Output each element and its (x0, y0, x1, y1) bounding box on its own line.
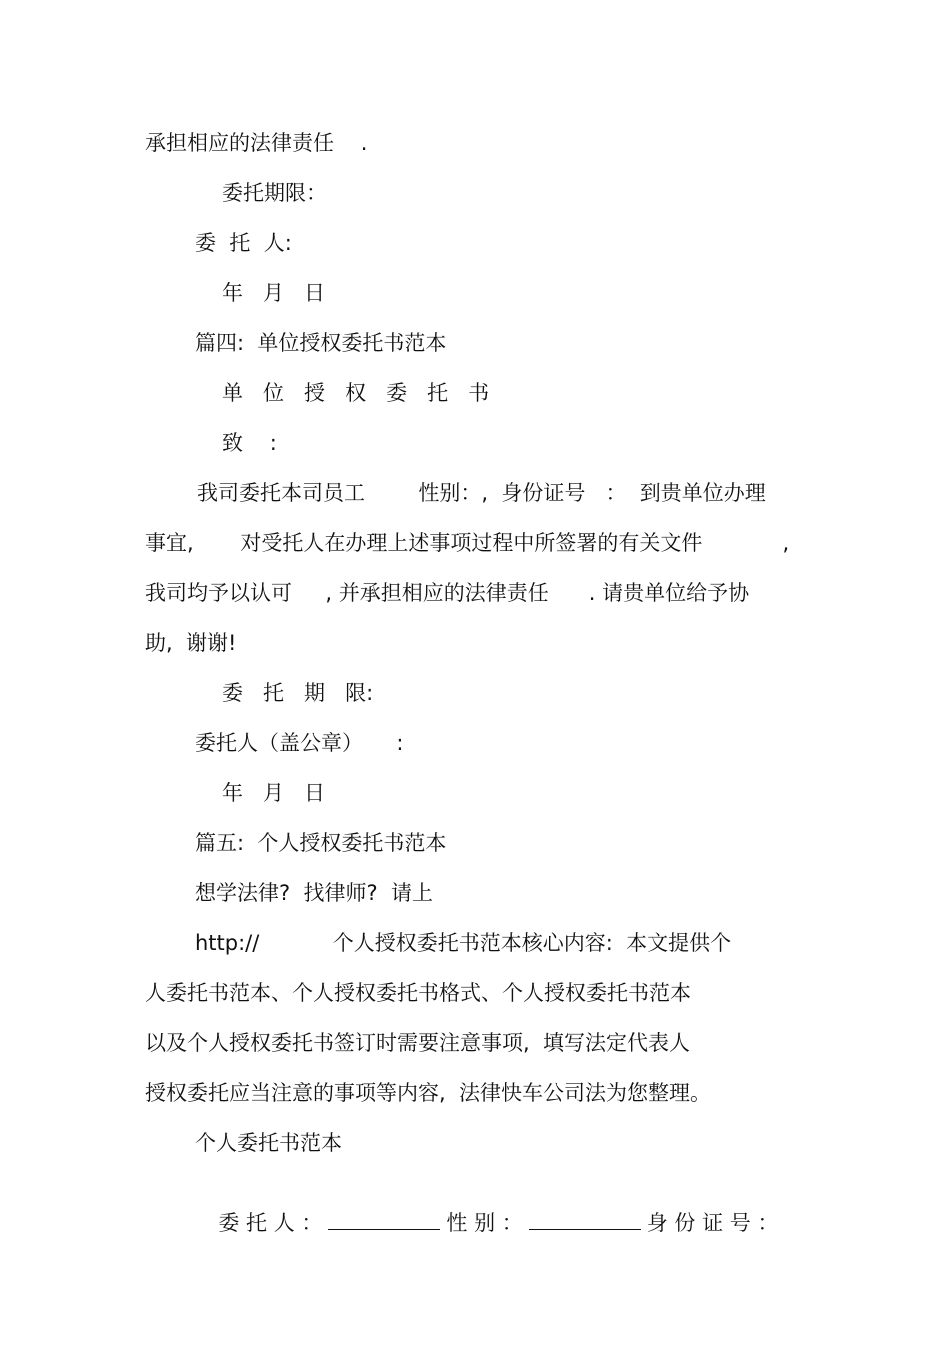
summary-line: http:// 个人授权委托书范本核心内容: 本文提供个 (195, 931, 732, 955)
principal-blank[interactable] (328, 1209, 440, 1230)
date-line: 年 月 日 (222, 281, 326, 305)
promo-line: 想学法律? 找律师? 请上 (195, 881, 433, 905)
id-number-field-label: 身 份 证 号 ： (646, 1211, 779, 1235)
summary-line: 授权委托应当注意的事项等内容, 法律快车公司法为您整理。 (145, 1081, 712, 1105)
paragraph-line: 我司均予以认可 , 并承担相应的法律责任 . 请贵单位给予协 (145, 581, 750, 605)
paragraph-line: 事宜, 对受托人在办理上述事项过程中所签署的有关文件 , (145, 531, 790, 555)
subheading-personal-template: 个人委托书范本 (195, 1131, 342, 1155)
principal-field-label: 委 托 人 ： (218, 1211, 323, 1235)
addressee-line: 致 : (222, 431, 277, 455)
summary-line: 人委托书范本、个人授权委托书格式、个人授权委托书范本 (145, 981, 691, 1005)
principal-label: 委 托 人: (195, 231, 292, 255)
date-line: 年 月 日 (222, 781, 326, 805)
document-title: 单 位 授 权 委 托 书 (222, 381, 490, 405)
section-heading-five: 篇五: 个人授权委托书范本 (195, 831, 447, 855)
paragraph-line: 我司委托本司员工 性别：, 身份证号 ： 到贵单位办理 (197, 481, 766, 505)
form-line (205, 1178, 778, 1238)
gender-blank[interactable] (529, 1209, 641, 1230)
principal-seal-label: 委托人（盖公章） : (195, 731, 404, 755)
text-line-1: 承担相应的法律责任 . (145, 131, 368, 155)
entrust-period-label: 委 托 期 限: (222, 681, 374, 705)
section-heading-four: 篇四: 单位授权委托书范本 (195, 331, 447, 355)
gender-field-label: 性 别 ： (446, 1211, 523, 1235)
summary-line: 以及个人授权委托书签订时需要注意事项, 填写法定代表人 (145, 1031, 691, 1055)
entrust-period-label: 委托期限： (222, 181, 327, 205)
paragraph-line: 助, 谢谢! (145, 631, 237, 655)
